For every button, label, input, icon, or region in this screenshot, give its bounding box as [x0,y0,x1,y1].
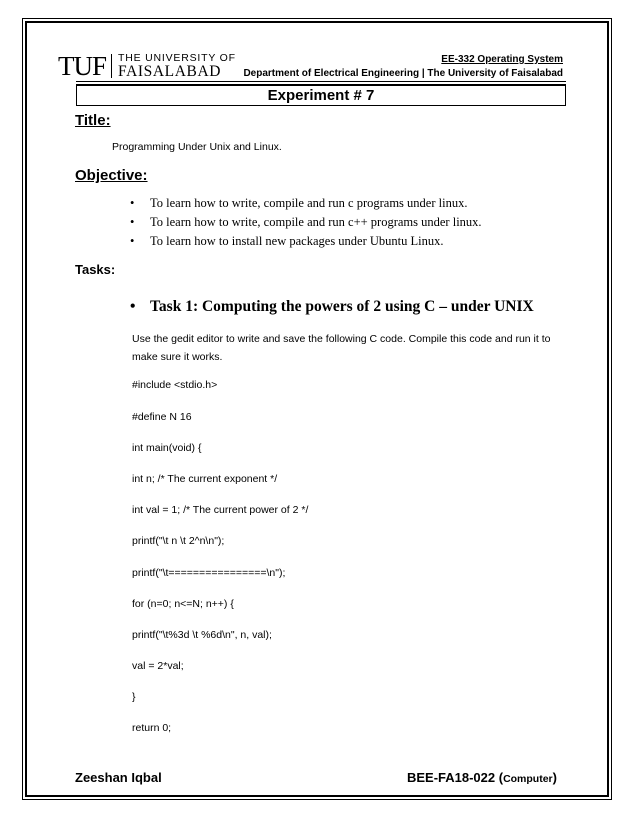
experiment-title: Experiment # 7 [267,87,375,104]
course-title: EE-332 Operating System [441,54,563,65]
code-line: } [132,691,136,703]
bullet-icon: • [130,215,135,229]
task-1-description: Use the gedit editor to write and save the following C code. Compile this code and run it to make sure it works. [132,333,551,363]
bullet-icon: • [130,196,135,210]
code-line: #define N 16 [132,411,192,423]
footer-reg-no: BEE-FA18-022 ( [406,770,504,785]
code-line: printf("\t%3d \t %6d\n", n, val); [132,629,272,641]
code-line: int main(void) { [132,442,202,454]
code-line: int n; /* The current exponent */ [132,473,278,485]
title-heading: Title: [75,112,111,129]
task-1-heading [130,298,534,316]
objective-item [130,234,482,253]
page-border-inner [25,21,609,797]
objective-item [130,215,482,234]
university-logo [58,53,236,79]
code-line: for (n=0; n<=N; n++) { [132,598,234,610]
tasks-heading: Tasks: [75,262,116,277]
logo-line-2: FAISALABAD [118,63,222,80]
code-line: val = 2*val; [132,660,184,672]
objective-item-text: To learn how to write, compile and run c programs under linux. [150,196,468,210]
code-line: int val = 1; /* The current power of 2 */ [132,504,309,516]
footer-student-name: Zeeshan Iqbal [75,770,162,785]
logo-text [118,53,236,79]
logo-divider [111,54,112,78]
objective-item [130,196,482,215]
footer-program: Computer [503,773,553,785]
footer-registration [407,770,557,785]
footer-close-paren: ) [552,770,557,785]
code-line: return 0; [132,722,172,734]
objective-list [130,196,482,253]
code-line: #include <stdio.h> [132,379,218,391]
task-1-title: Task 1: Computing the powers of 2 using C – under UNIX [150,298,534,315]
code-line: printf("\t================\n"); [132,567,286,579]
objective-item-text: To learn how to write, compile and run c++ programs under linux. [150,215,482,229]
code-line: printf("\t n \t 2^n\n"); [132,535,225,547]
bullet-icon: • [130,298,136,315]
logo-line-1: THE UNIVERSITY OF [118,52,236,64]
objective-item-text: To learn how to install new packages under Ubuntu Linux. [150,234,444,248]
bullet-icon: • [130,234,135,248]
department-line: Department of Electrical Engineering | The University of Faisalabad [243,68,563,79]
logo-mark: TUF [58,51,107,81]
objective-heading: Objective: [75,167,148,184]
title-text: Programming Under Unix and Linux. [112,141,282,153]
header-rule-top [76,81,566,82]
